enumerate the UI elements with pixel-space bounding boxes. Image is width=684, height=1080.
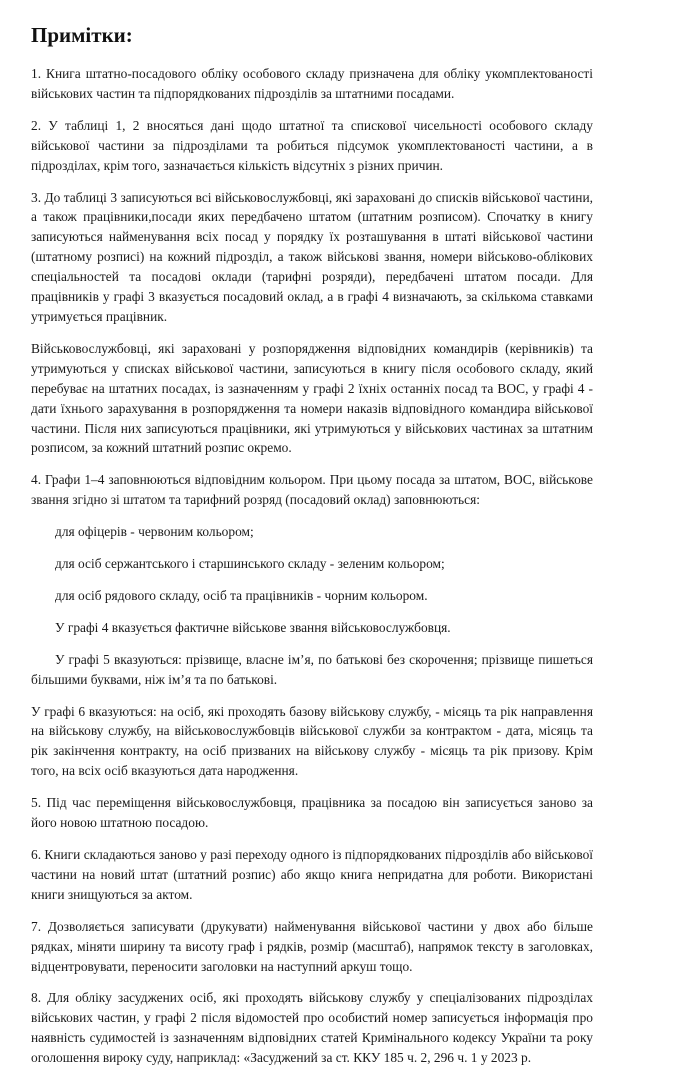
note-7: 7. Дозволяється записувати (друкувати) найменування військової частини у двох або більше рядках, міняти ширину та висоту граф і рядків, розмір (масштаб), напрямок тексту в заголовках, відцентровувати, переносити заголовки на наступний аркуш тощо.	[31, 918, 593, 974]
notes-page	[31, 22, 593, 1080]
note-6: 6. Книги складаються заново у разі переходу одного із підпорядкованих підрозділів або військової частини на новий штат (штатний розпис) або якщо книга непридатна для роботи. Використані книги знищуються за актом.	[31, 847, 593, 902]
note-4: 4. Графи 1–4 заповнюються відповідним кольором. При цьому посада за штатом, ВОС, військове звання згідно зі штатом та тарифний розряд (посадовий оклад) заповнюються:	[31, 472, 593, 508]
note-3: 3. До таблиці 3 записуються всі військовослужбовці, які зараховані до списків військової частини, а також працівники,посади яких передбачено штатом (штатним розписом). Спочатку в книгу записуються найменування всіх посад у порядку їх розташування в штаті військової частини (штатному розписі) на кожний підрозділ, а також військові звання, номери військово-облікових спеціальностей та посадові оклади (тарифні розряди), передбачені штатом посади. Для працівників у графі 3 вказується посадовий оклад, а в графі 4 визначають, за скількома ставками утримується працівник.	[31, 189, 593, 324]
note-3-continuation: Військовослужбовці, які зараховані у розпорядження відповідних командирів (керівників) та утримуються у списках військової частини, записуються в книгу після особового складу, який перебуває на штатних посадах, із зазначенням у графі 2 їхніх останніх посад та ВОС, у графі 4 - дати їхнього зарахування в розпорядження та номери наказів відповідного командира військової частини. Після них записуються працівники, які утримуються у військових частинах за штатним розписом, за кожний штатний розпис окремо.	[31, 340, 593, 456]
note-8: 8. Для обліку засуджених осіб, які проходять військову службу у спеціалізованих підрозділах військових частин, у графі 2 після відомостей про особистий номер записується інформація про наявність судимостей із зазначенням відповідних статей Кримінального кодексу України та року оголошення вироку суду, наприклад: «Засуджений за ст. ККУ 185 ч. 2, 296 ч. 1 у 2023 р.	[31, 990, 593, 1066]
note-2: 2. У таблиці 1, 2 вносяться дані щодо штатної та спискової чисельності особового складу військової частини за підрозділами та робиться підсумок укомплектованості частини, а в підрозділах, крім того, зазначається кількість відсутніх з різних причин.	[31, 117, 593, 173]
color-rule-sergeants: для осіб сержантського і старшинського складу - зеленим кольором;	[55, 556, 445, 572]
color-rule-officers: для офіцерів - червоним кольором;	[55, 524, 254, 540]
note-1: 1. Книга штатно-посадового обліку особового складу призначена для обліку укомплектованості військових частин та підпорядкованих підрозділів за штатними посадами.	[31, 66, 593, 101]
note-5: 5. Під час переміщення військовослужбовця, працівника за посадою він записується заново за його новою штатною посадою.	[31, 795, 593, 831]
column-6-note: У графі 6 вказуються: на осіб, які проходять базову військову службу, - місяць та рік направлення на військову службу, на військовослужбовців військової служби за контрактом - дата, місяць та рік закінчення контракту, на осіб призваних на військову службу - місяць та рік призову. Крім того, на всіх осіб вказуються дата народження.	[31, 703, 593, 779]
column-4-note: У графі 4 вказується фактичне військове звання військовослужбовця.	[55, 619, 451, 635]
column-5-note: У графі 5 вказуються: прізвище, власне ім’я, по батькові без скорочення; прізвище пишеться більшими буквами, ніж ім’я та по батькові.	[31, 651, 593, 687]
page-title: Примітки:	[31, 23, 133, 47]
color-rule-privates: для осіб рядового складу, осіб та працівників - чорним кольором.	[55, 587, 428, 603]
